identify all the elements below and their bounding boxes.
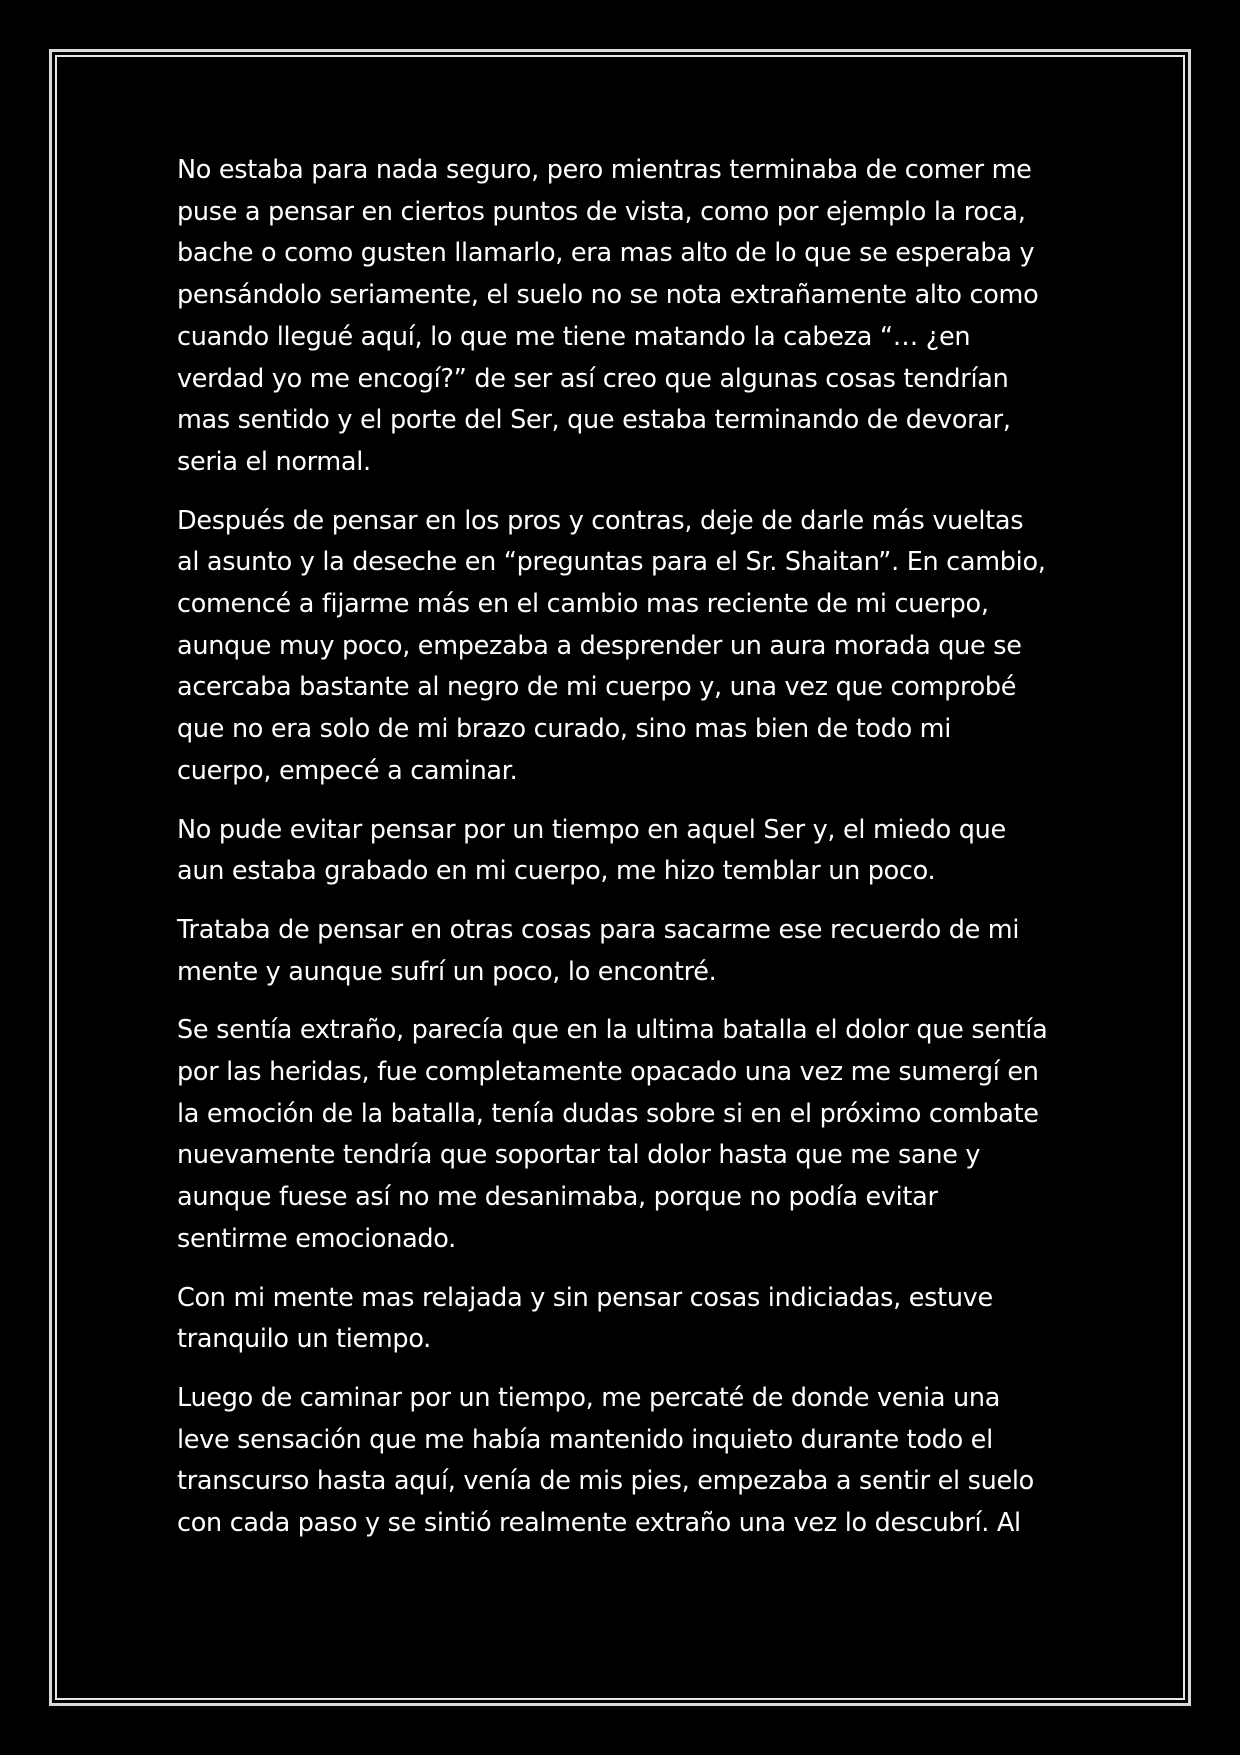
paragraph: No estaba para nada seguro, pero mientras terminaba de comer me puse a pensar en ciertos puntos de vista, como por ejemplo la roca, bache o como gusten llamarlo, era mas alto de lo que se esperaba y pensándolo seriamente, el suelo no se nota extrañamente alto como cuando llegué aquí, lo que me tiene matando la cabeza “… ¿en verdad yo me encogí?” de ser así creo que algunas cosas tendrían mas sentido y el porte del Ser, que estaba terminando de devorar, seria el normal. [177,155,1039,477]
paragraph: Con mi mente mas relajada y sin pensar cosas indiciadas, estuve tranquilo un tiempo. [177,1282,993,1355]
paragraph: Después de pensar en los pros y contras, deje de darle más vueltas al asunto y la deseche en “preguntas para el Sr. Shaitan”. En cambio, comencé a fijarme más en el cambio mas reciente de mi cuerpo, aunque muy poco, empezaba a desprender un aura morada que se acercaba bastante al negro de mi cuerpo y, una vez que comprobé que no era solo de mi brazo curado, sino mas bien de todo mi cuerpo, empecé a caminar. [177,505,1046,786]
paragraph: Se sentía extraño, parecía que en la ultima batalla el dolor que sentía por las heridas, fue completamente opacado una vez me sumergí en la emoción de la batalla, tenía dudas sobre si en el próximo combate nuevamente tendría que soportar tal dolor hasta que me sane y aunque fuese así no me desanimaba, porque no podía evitar sentirme emocionado. [177,1015,1048,1254]
story-text [177,150,1077,1562]
paragraph: No pude evitar pensar por un tiempo en aquel Ser y, el miedo que aun estaba grabado en mi cuerpo, me hizo temblar un poco. [177,814,1006,887]
paragraph: Trataba de pensar en otras cosas para sacarme ese recuerdo de mi mente y aunque sufrí un poco, lo encontré. [177,914,1020,987]
paragraph: Luego de caminar por un tiempo, me percaté de donde venia una leve sensación que me había mantenido inquieto durante todo el transcurso hasta aquí, venía de mis pies, empezaba a sentir el suelo con cada paso y se sintió realmente extraño una vez lo descubrí. Al [177,1382,1034,1539]
